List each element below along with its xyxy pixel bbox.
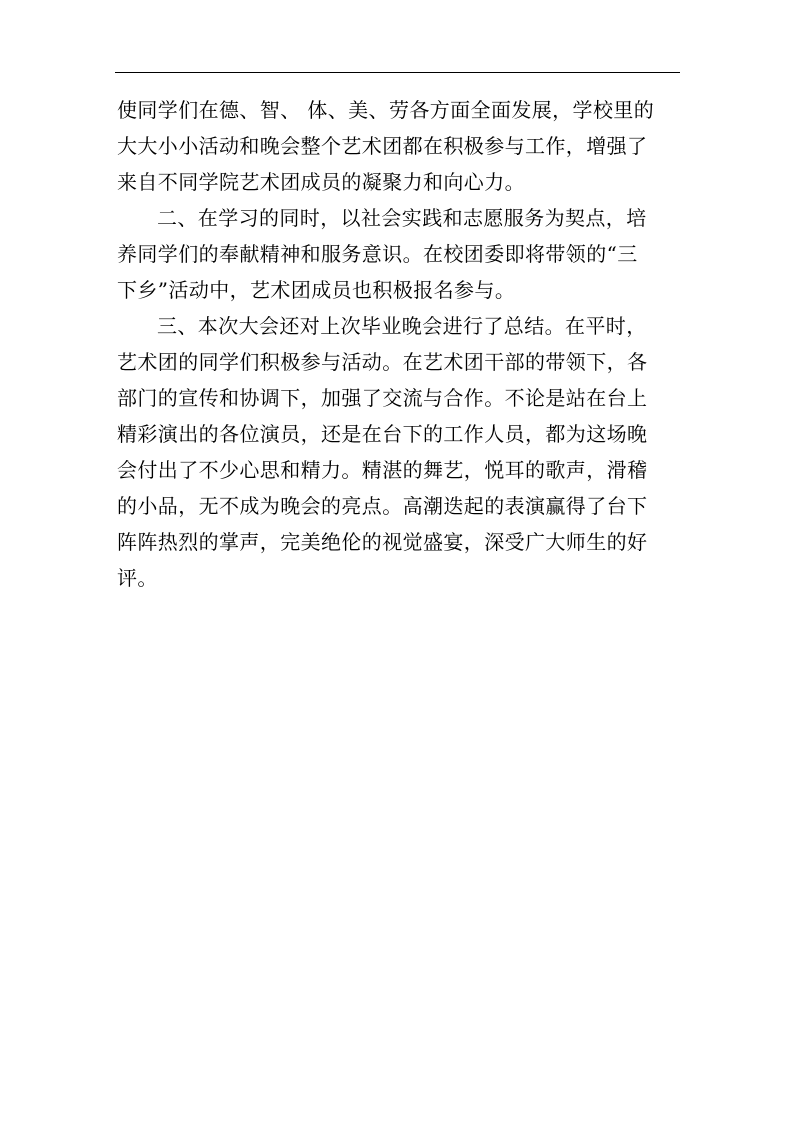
text-line: 评。 (117, 566, 158, 590)
text-line: 来自不同学院艺术团成员的凝聚力和向心力。 (117, 170, 525, 194)
text-line: 大大小小活动和晚会整个艺术团都在积极参与工作，增强了 (117, 134, 648, 158)
paragraph-1 (117, 92, 680, 200)
text-line: 养同学们的奉献精神和服务意识。在校团委即将带领的“三 (117, 242, 638, 266)
text-line: 部门的宣传和协调下，加强了交流与合作。不论是站在台上 (117, 386, 648, 410)
text-line: 会付出了不少心思和精力。精湛的舞艺，悦耳的歌声，滑稽 (117, 458, 648, 482)
text-line: 下乡”活动中，艺术团成员也积极报名参与。 (117, 278, 516, 302)
text-line: 的小品，无不成为晚会的亮点。高潮迭起的表演赢得了台下 (117, 494, 648, 518)
paragraph-3 (117, 308, 680, 596)
text-line: 二、在学习的同时，以社会实践和志愿服务为契点，培 (157, 206, 647, 230)
text-line: 精彩演出的各位演员，还是在台下的工作人员，都为这场晚 (117, 422, 648, 446)
text-line: 阵阵热烈的掌声，完美绝伦的视觉盛宴，深受广大师生的好 (117, 530, 648, 554)
paragraph-2 (117, 200, 680, 308)
document-body (117, 92, 680, 596)
text-line: 艺术团的同学们积极参与活动。在艺术团干部的带领下，各 (117, 350, 648, 374)
header-rule (115, 72, 680, 73)
text-line: 使同学们在德、智、 体、美、劳各方面全面发展，学校里的 (117, 98, 655, 122)
text-line: 三、本次大会还对上次毕业晚会进行了总结。在平时， (157, 314, 647, 338)
